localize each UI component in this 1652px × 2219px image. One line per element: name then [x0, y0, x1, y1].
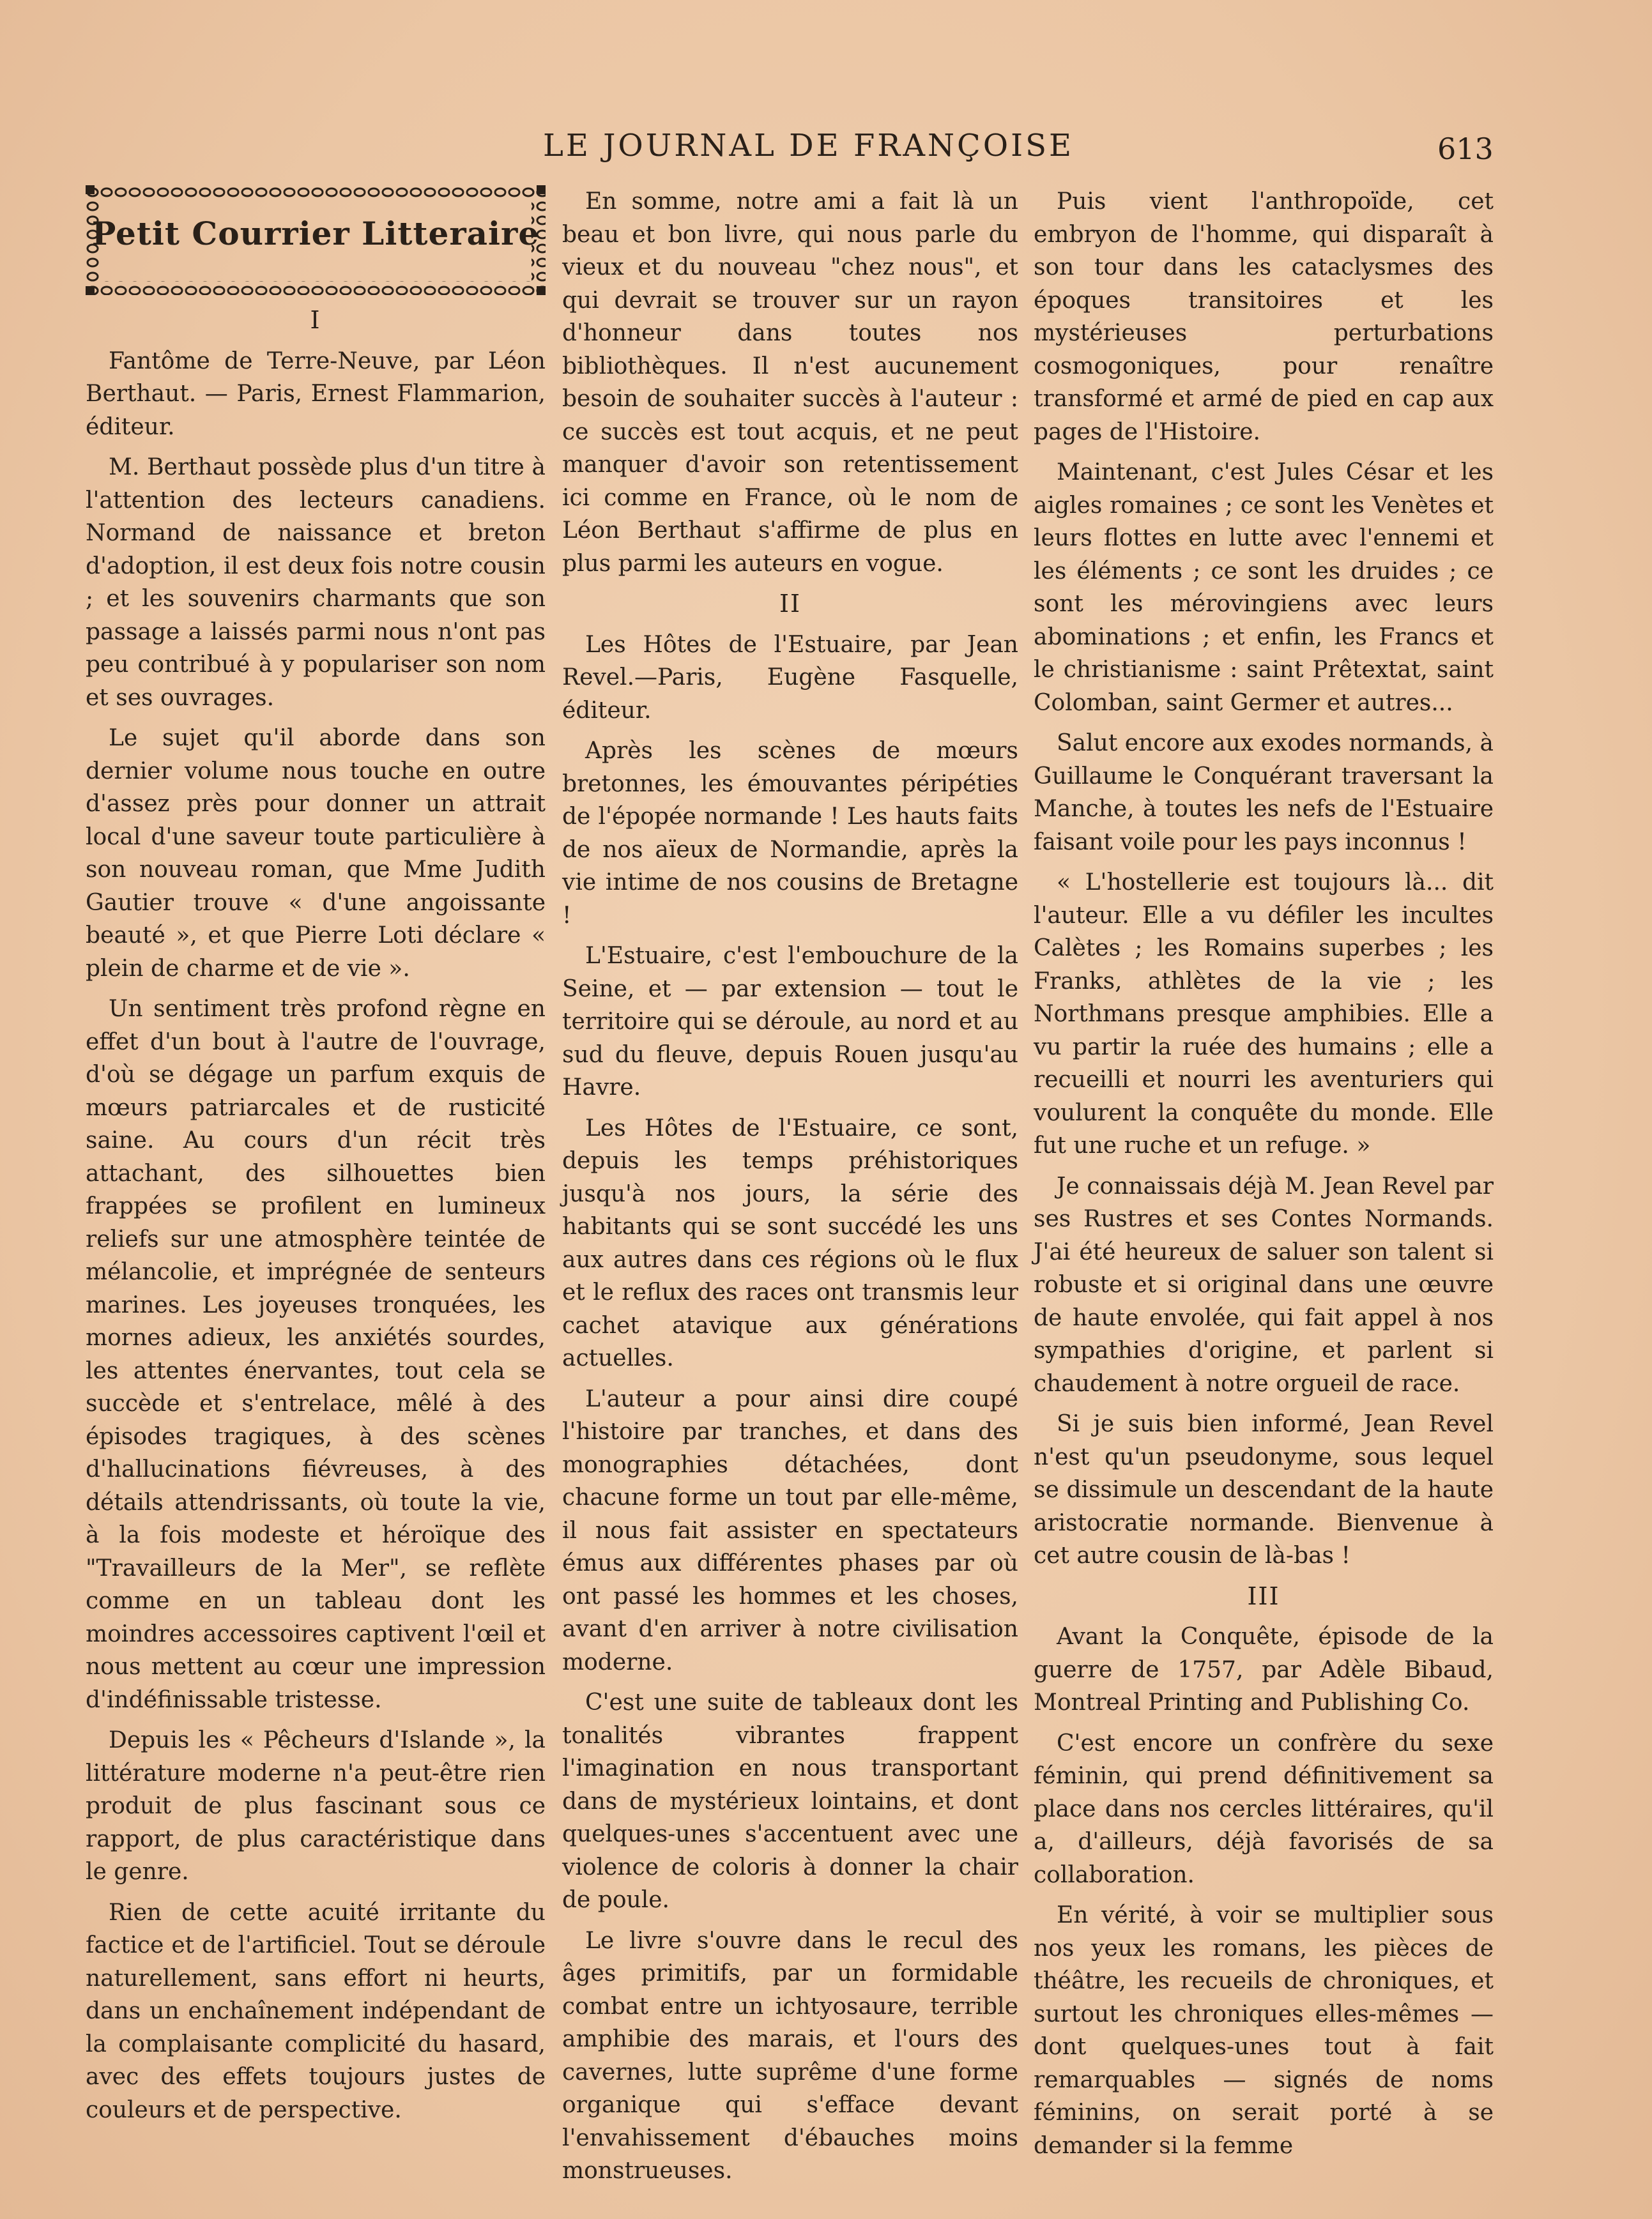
paragraph: En somme, notre ami a fait là un beau et bon livre, qui nous parle du vieux et du nouveau "chez nous", et qui devrait se trouver sur un rayon d'honneur dans toutes nos bibliothèques. Il n'est aucunement besoin de souhaiter succès à l'auteur : ce succès est tout acquis, et ne peut manquer d'avoir son retentissement ici comme en France, où le nom de Léon Berthaut s'affirme de plus en plus parmi les auteurs en vogue.	[562, 188, 1018, 577]
paragraph: Maintenant, c'est Jules César et les aigles romaines ; ce sont les Venètes et leurs flottes en lutte avec l'ennemi et les éléments ; ce sont les druides ; ce sont les mérovingiens avec leurs abominations ; et enfin, les Francs et le christianisme : saint Prêtextat, saint Colomban, saint Germer et autres...	[1034, 459, 1494, 716]
column-3	[1034, 185, 1494, 2170]
paragraph: Salut encore aux exodes normands, à Guillaume le Conquérant traversant la Manche, à toutes les nefs de l'Estuaire faisant voile pour les pays inconnus !	[1034, 730, 1494, 855]
page-number: 613	[1437, 132, 1494, 166]
paragraph: L'Estuaire, c'est l'embouchure de la Seine, et — par extension — tout le territoire qui se déroule, au nord et au sud du fleuve, depuis Rouen jusqu'au Havre.	[562, 943, 1018, 1101]
paragraph: Après les scènes de mœurs bretonnes, les émouvantes péripéties de l'épopée normande ! Les hauts faits de nos aïeux de Normandie, après la vie intime de nos cousins de Bretagne !	[562, 738, 1018, 929]
paragraph: Le sujet qu'il aborde dans son dernier volume nous touche en outre d'assez près pour donner un attrait local d'une saveur toute particulière à son nouveau roman, que Mme Judith Gautier trouve « d'une angoissante beauté », et que Pierre Loti déclare « plein de charme et de vie ».	[86, 725, 546, 982]
column-1	[86, 185, 546, 2134]
section-heading: Petit Courrier Litteraire	[91, 215, 540, 252]
paragraph: Je connaissais déjà M. Jean Revel par ses Rustres et ses Contes Normands. J'ai été heureux de saluer son talent si robuste et si original dans une œuvre de haute envolée, qui fait appel à nos sympathies d'origine, et parlent si chaudement à notre orgueil de race.	[1034, 1173, 1494, 1397]
paragraph: Rien de cette acuité irritante du factice et de l'artificiel. Tout se déroule naturellement, sans effort ni heurts, dans un enchaînement indépendant de la complaisante complicité du hasard, avec des effets toujours justes de couleurs et de perspective.	[86, 1899, 546, 2123]
section-number-3: III	[1247, 1582, 1280, 1610]
paragraph: L'auteur a pour ainsi dire coupé l'histoire par tranches, et dans des monographies détachées, dont chacune forme un tout par elle-même, il nous fait assister en spectateurs émus aux différentes phases par où ont passé les hommes et les choses, avant d'en arriver à notre civilisation moderne.	[562, 1385, 1018, 1675]
review-3-citation: Avant la Conquête, épisode de la guerre de 1757, par Adèle Bibaud, Montreal Printing and Publishing Co.	[1034, 1624, 1494, 1716]
review-1-citation: Fantôme de Terre-Neuve, par Léon Berthaut. — Paris, Ernest Flammarion, éditeur.	[86, 347, 546, 440]
journal-title: LE JOURNAL DE FRANÇOISE	[543, 128, 1075, 164]
paragraph: C'est encore un confrère du sexe féminin, qui prend définitivement sa place dans nos cercles littéraires, qu'il a, d'ailleurs, déjà favorisés de sa collaboration.	[1034, 1730, 1494, 1888]
section-number-1: I	[310, 306, 321, 334]
review-2-citation: Les Hôtes de l'Estuaire, par Jean Revel.—Paris, Eugène Fasquelle, éditeur.	[562, 631, 1018, 724]
paragraph: M. Berthaut possède plus d'un titre à l'attention des lecteurs canadiens. Normand de naissance et breton d'adoption, il est deux fois notre cousin ; et les souvenirs charmants que son passage a laissés parmi nous n'ont pas peu contribué à y populariser son nom et ses ouvrages.	[86, 454, 546, 711]
paragraph: C'est une suite de tableaux dont les tonalités vibrantes frappent l'imagination en nous transportant dans de mystérieux lointains, et dont quelques-unes s'accentuent avec une violence de coloris à donner la chair de poule.	[562, 1689, 1018, 1913]
paragraph: Un sentiment très profond règne en effet d'un bout à l'autre de l'ouvrage, d'où se dégage un parfum exquis de mœurs patriarcales et de rusticité saine. Au cours d'un récit très attachant, des silhouettes bien frappées se profilent en lumineux reliefs sur une atmosphère teintée de mélancolie, et imprégnée de senteurs marines. Les joyeuses tronquées, les mornes adieux, les anxiétés sourdes, les attentes énervantes, tout cela se succède et s'entrelace, mêlé à des épisodes tragiques, à des scènes d'hallucinations fiévreuses, à des détails attendrissants, où toute la vie, à la fois modeste et héroïque des "Travailleurs de la Mer", se reflète comme en un tableau dont les moindres accessoires captivent l'œil et nous mettent au cœur une impression d'indéfinissable tristesse.	[86, 996, 546, 1713]
section-heading-box	[86, 185, 546, 295]
page-header	[83, 128, 1494, 179]
section-number-2: II	[779, 590, 802, 618]
paragraph: « L'hostellerie est toujours là... dit l'auteur. Elle a vu défiler les incultes Calètes ; les Romains superbes ; les Franks, athlètes de la vie ; les Northmans presque amphibies. Elle a vu partir la ruée des humains ; elle a recueilli et nourri les aventuriers qui voulurent la conquête du monde. Elle fut une ruche et un refuge. »	[1034, 869, 1494, 1159]
paragraph: Depuis les « Pêcheurs d'Islande », la littérature moderne n'a peut-être rien produit de plus fascinant sous ce rapport, de plus caractéristique dans le genre.	[86, 1727, 546, 1885]
paragraph: Le livre s'ouvre dans le recul des âges primitifs, par un formidable combat entre un ichtyosaure, terrible amphibie des marais, et l'ours des cavernes, lutte suprême d'une forme organique qui s'efface devant l'envahissement d'ébauches moins monstrueuses.	[562, 1927, 1018, 2184]
paragraph: Si je suis bien informé, Jean Revel n'est qu'un pseudonyme, sous lequel se dissimule un descendant de la haute aristocratie normande. Bienvenue à cet autre cousin de là-bas !	[1034, 1411, 1494, 1569]
column-2	[562, 185, 1018, 2195]
paragraph: Les Hôtes de l'Estuaire, ce sont, depuis les temps préhistoriques jusqu'à nos jours, la série des habitants qui se sont succédé les uns aux autres dans ces régions où le flux et le reflux des races ont transmis leur cachet atavique aux générations actuelles.	[562, 1115, 1018, 1371]
paragraph: Puis vient l'anthropoïde, cet embryon de l'homme, qui disparaît à son tour dans les cataclysmes des époques transitoires et les mystérieuses perturbations cosmogoniques, pour renaître transformé et armé de pied en cap aux pages de l'Histoire.	[1034, 188, 1494, 445]
paragraph: En vérité, à voir se multiplier sous nos yeux les romans, les pièces de théâtre, les recueils de chroniques, et surtout les chroniques elles-mêmes — dont quelques-unes tout à fait remarquables — signés de noms féminins, on serait porté à se demander si la femme	[1034, 1902, 1494, 2159]
